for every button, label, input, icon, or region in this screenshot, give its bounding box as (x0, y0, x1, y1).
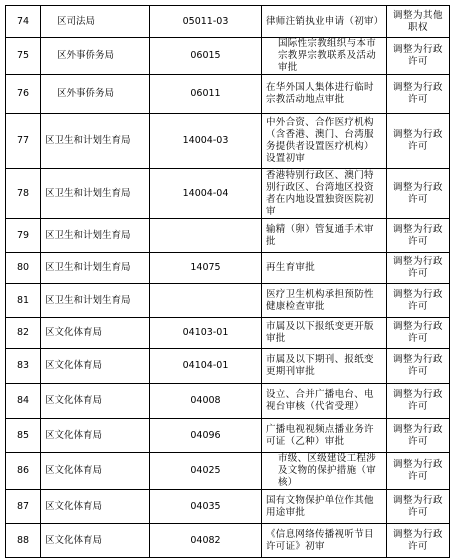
adjustment-cell: 调整为行政许可 (387, 284, 450, 318)
row-number: 79 (6, 219, 41, 253)
table-row (6, 219, 450, 253)
row-number: 86 (6, 453, 41, 490)
item-code-cell: 06011 (150, 75, 262, 114)
table-row (6, 75, 450, 114)
item-code-cell: 05011-03 (150, 6, 262, 38)
department-cell: 区文化体育局 (41, 453, 150, 490)
item-code-cell: 04035 (150, 490, 262, 524)
item-code-cell: 14004-03 (150, 114, 262, 169)
item-name-cell: 再生育审批 (262, 253, 387, 284)
table-row (6, 114, 450, 169)
item-name-cell: 市级、区级建设工程涉及文物的保护措施（审核） (262, 453, 387, 490)
adjustment-cell: 调整为行政许可 (387, 219, 450, 253)
table-row (6, 253, 450, 284)
item-code-cell: 04103-01 (150, 318, 262, 349)
table-row (6, 419, 450, 453)
row-number: 87 (6, 490, 41, 524)
row-number: 84 (6, 384, 41, 419)
item-code-cell: 04025 (150, 453, 262, 490)
item-name-cell: 《信息网络传播视听节目许可证》初审 (262, 524, 387, 558)
adjustment-cell: 调整为行政许可 (387, 349, 450, 384)
department-cell: 区外事侨务局 (41, 75, 150, 114)
table-row (6, 318, 450, 349)
adjustment-cell: 调整为行政许可 (387, 419, 450, 453)
department-cell: 区卫生和计划生育局 (41, 114, 150, 169)
adjustment-cell: 调整为行政许可 (387, 384, 450, 419)
item-name-cell: 设立、合并广播电台、电视台审核（代省受理） (262, 384, 387, 419)
adjustment-cell: 调整为行政许可 (387, 169, 450, 219)
adjustment-cell: 调整为其他职权 (387, 6, 450, 38)
item-name-cell: 输精（卵）管复通手术审批 (262, 219, 387, 253)
table-row (6, 349, 450, 384)
item-name-cell: 国际性宗教组织与本市宗教界宗教联系及活动审批 (262, 38, 387, 75)
department-cell: 区卫生和计划生育局 (41, 284, 150, 318)
department-cell: 区司法局 (41, 6, 150, 38)
department-cell: 区文化体育局 (41, 349, 150, 384)
adjustment-cell: 调整为行政许可 (387, 453, 450, 490)
row-number: 85 (6, 419, 41, 453)
item-code-cell (150, 219, 262, 253)
department-cell: 区文化体育局 (41, 384, 150, 419)
item-name-cell: 市属及以下期刊、报纸变更期刊审批 (262, 349, 387, 384)
item-name-cell: 国有文物保护单位作其他用途审批 (262, 490, 387, 524)
row-number: 81 (6, 284, 41, 318)
department-cell: 区外事侨务局 (41, 38, 150, 75)
row-number: 88 (6, 524, 41, 558)
item-code-cell: 14004-04 (150, 169, 262, 219)
adjustment-cell: 调整为行政许可 (387, 524, 450, 558)
adjustment-cell: 调整为行政许可 (387, 114, 450, 169)
department-cell: 区文化体育局 (41, 419, 150, 453)
department-cell: 区文化体育局 (41, 318, 150, 349)
department-cell: 区卫生和计划生育局 (41, 219, 150, 253)
item-code-cell: 04082 (150, 524, 262, 558)
adjustment-cell: 调整为行政许可 (387, 490, 450, 524)
table-row (6, 6, 450, 38)
item-code-cell: 06015 (150, 38, 262, 75)
row-number: 75 (6, 38, 41, 75)
adjustment-cell: 调整为行政许可 (387, 318, 450, 349)
row-number: 83 (6, 349, 41, 384)
item-code-cell: 14075 (150, 253, 262, 284)
row-number: 74 (6, 6, 41, 38)
item-name-cell: 医疗卫生机构承担预防性健康检查审批 (262, 284, 387, 318)
department-cell: 区文化体育局 (41, 524, 150, 558)
department-cell: 区文化体育局 (41, 490, 150, 524)
table-row (6, 284, 450, 318)
department-cell: 区卫生和计划生育局 (41, 169, 150, 219)
approval-items-table (5, 5, 450, 558)
row-number: 76 (6, 75, 41, 114)
row-number: 77 (6, 114, 41, 169)
row-number: 80 (6, 253, 41, 284)
table-row (6, 490, 450, 524)
item-code-cell (150, 284, 262, 318)
item-code-cell: 04104-01 (150, 349, 262, 384)
item-name-cell: 广播电视视频点播业务许可证（乙种）审批 (262, 419, 387, 453)
row-number: 82 (6, 318, 41, 349)
item-name-cell: 在华外国人集体进行临时宗教活动地点审批 (262, 75, 387, 114)
item-code-cell: 04008 (150, 384, 262, 419)
department-cell: 区卫生和计划生育局 (41, 253, 150, 284)
table-row (6, 169, 450, 219)
adjustment-cell: 调整为行政许可 (387, 253, 450, 284)
item-name-cell: 香港特别行政区、澳门特别行政区、台湾地区投资者在内地设置独资医院初审 (262, 169, 387, 219)
table-row (6, 453, 450, 490)
item-code-cell: 04096 (150, 419, 262, 453)
item-name-cell: 中外合资、合作医疗机构（含香港、澳门、台湾服务提供者设置医疗机构）设置初审 (262, 114, 387, 169)
adjustment-cell: 调整为行政许可 (387, 75, 450, 114)
table-row (6, 524, 450, 558)
table-row (6, 384, 450, 419)
adjustment-cell: 调整为行政许可 (387, 38, 450, 75)
table-row (6, 38, 450, 75)
item-name-cell: 市属及以下报纸变更开版审批 (262, 318, 387, 349)
item-name-cell: 律师注销执业申请（初审） (262, 6, 387, 38)
row-number: 78 (6, 169, 41, 219)
